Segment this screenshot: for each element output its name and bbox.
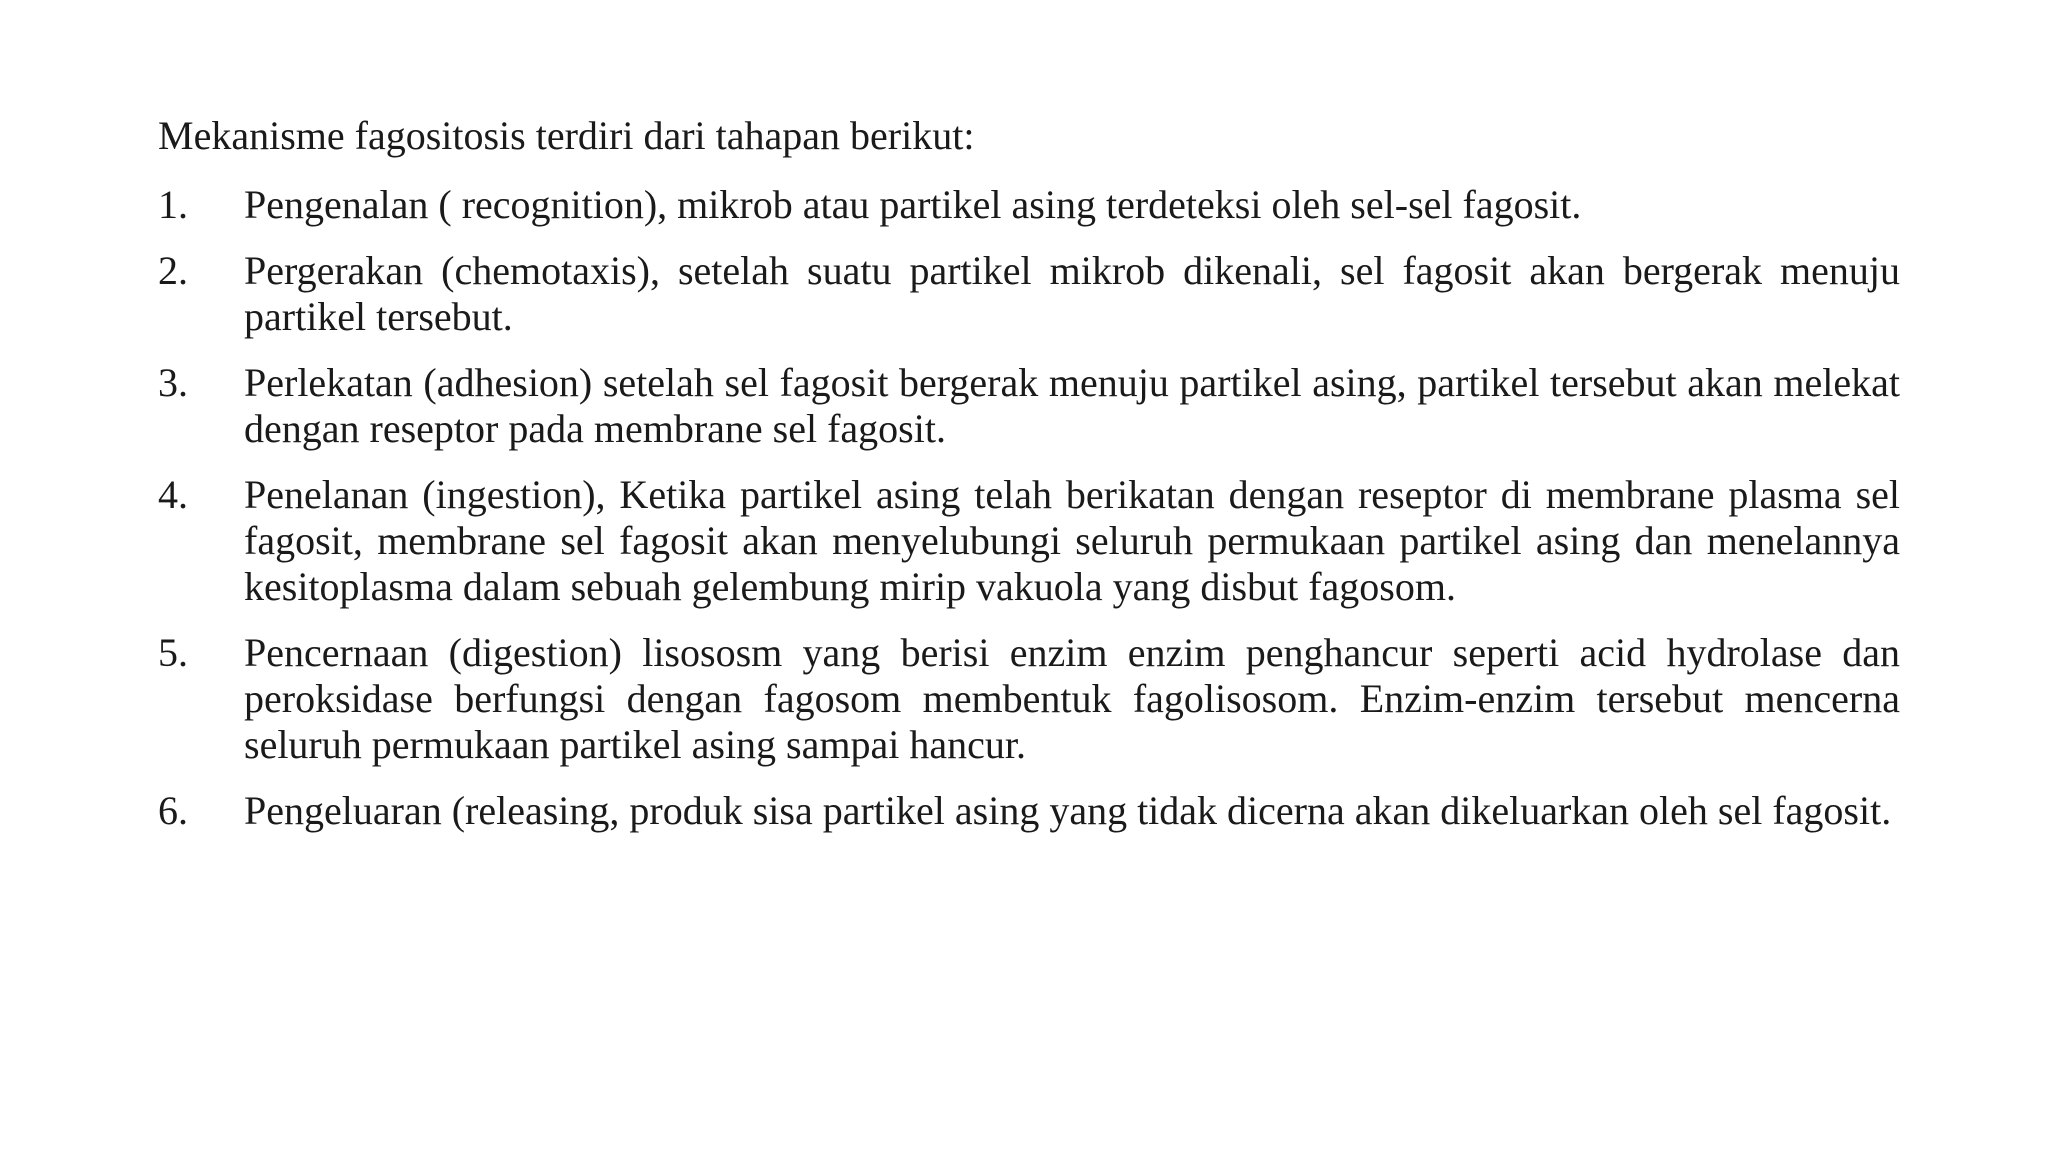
list-item [158, 360, 1900, 452]
step-text: Pergerakan (chemotaxis), setelah suatu partikel mikrob dikenali, sel fagosit akan bergerak menuju partikel tersebut. [244, 248, 1900, 339]
step-number: 4. [158, 472, 188, 517]
list-item [158, 182, 1900, 228]
intro-text: Mekanisme fagositosis terdiri dari tahapan berikut: [158, 113, 975, 158]
list-item [158, 248, 1900, 340]
step-number: 6. [158, 788, 188, 833]
step-number: 2. [158, 248, 188, 293]
list-item [158, 630, 1900, 768]
step-text: Pencernaan (digestion) lisososm yang berisi enzim enzim penghancur seperti acid hydrolase dan peroksidase berfungsi dengan fagosom membentuk fagolisosom. Enzim-enzim tersebut mencerna seluruh permukaan partikel asing sampai hancur. [244, 630, 1900, 767]
slide-content [158, 112, 1900, 854]
step-text: Pengeluaran (releasing, produk sisa partikel asing yang tidak dicerna akan dikeluarkan oleh sel fagosit. [244, 788, 1892, 833]
phagocytosis-steps-list [158, 182, 1900, 834]
step-text: Perlekatan (adhesion) setelah sel fagosit bergerak menuju partikel asing, partikel tersebut akan melekat dengan reseptor pada membrane sel fagosit. [244, 360, 1900, 451]
list-item [158, 472, 1900, 610]
step-number: 3. [158, 360, 188, 405]
step-text: Penelanan (ingestion), Ketika partikel asing telah berikatan dengan reseptor di membrane plasma sel fagosit, membrane sel fagosit akan menyelubungi seluruh permukaan partikel asing dan menelannya kesitoplasma dalam sebuah gelembung mirip vakuola yang disbut fagosom. [244, 472, 1900, 609]
step-number: 1. [158, 182, 188, 227]
step-number: 5. [158, 630, 188, 675]
list-item [158, 788, 1900, 834]
step-text: Pengenalan ( recognition), mikrob atau partikel asing terdeteksi oleh sel-sel fagosit. [244, 182, 1582, 227]
